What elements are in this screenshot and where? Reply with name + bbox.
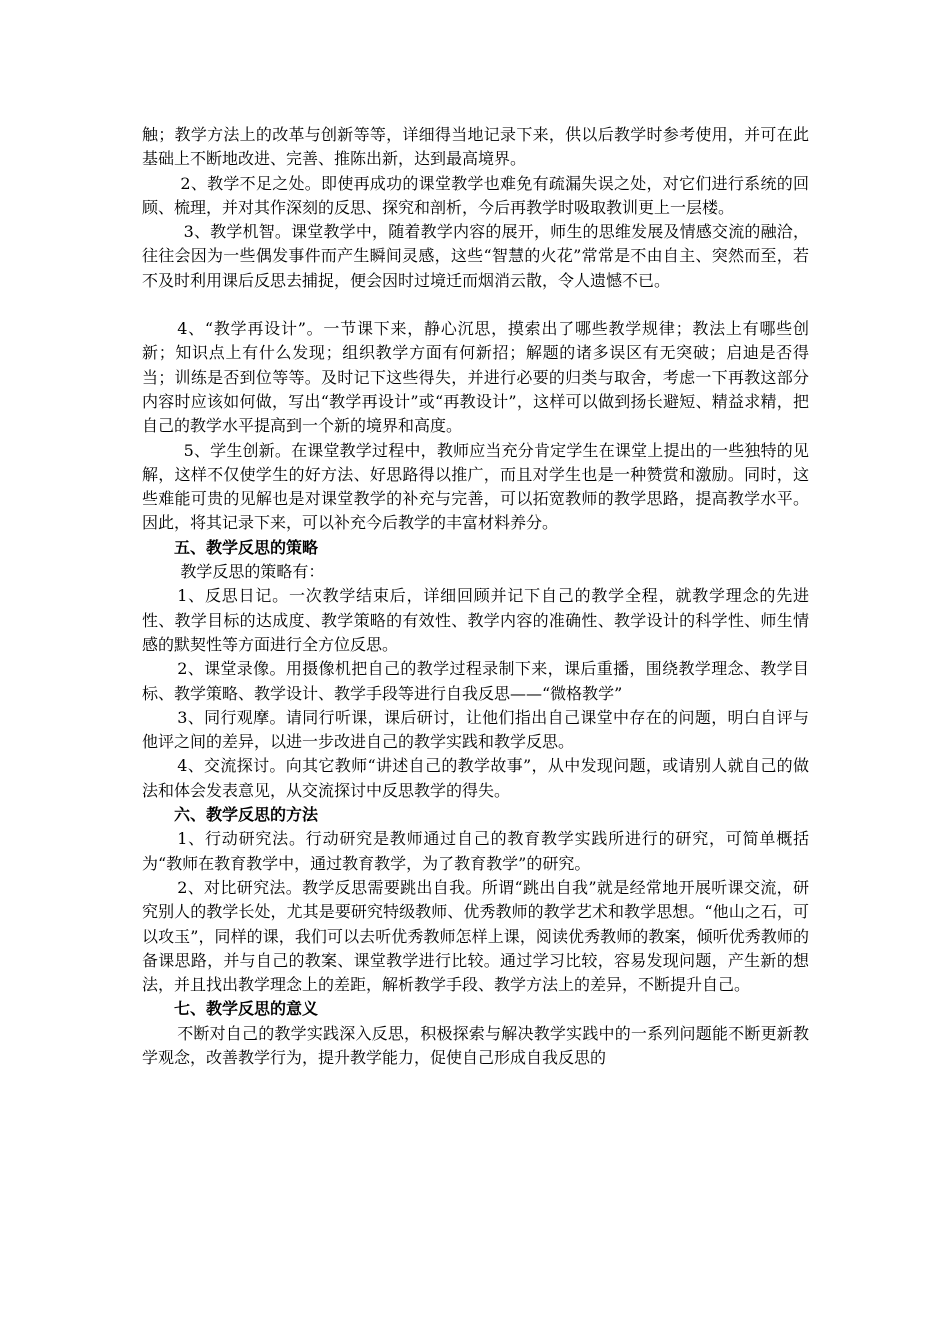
- paragraph-teaching-wit: 3、教学机智。课堂教学中，随着教学内容的展开，师生的思维发展及情感交流的融洽，往往会因为一些偶发事件而产生瞬间灵感，这些“智慧的火花”常常是不由自主、突然而至，若不及时利用课后反思去捕捉，便会因时过境迁而烟消云散，令人遗憾不已。: [142, 222, 809, 290]
- paragraph-significance: 不断对自己的教学实践深入反思，积极探索与解决教学实践中的一系列问题能不断更新教学观念，改善教学行为，提升教学能力，促使自己形成自我反思的: [142, 1023, 809, 1067]
- section-heading-methods: 六、教学反思的方法: [174, 805, 319, 825]
- paragraph-teaching-shortcomings: 2、教学不足之处。即使再成功的课堂教学也难免有疏漏失误之处，对它们进行系统的回顾、梳理，并对其作深刻的反思、探究和剖析，今后再教学时吸取教训更上一层楼。: [142, 173, 809, 217]
- paragraph-peer-observation: 3、同行观摩。请同行听课，课后研讨，让他们指出自己课堂中存在的问题，明白自评与他评之间的差异，以进一步改进自己的教学实践和教学反思。: [142, 707, 809, 752]
- section-heading-strategies: 五、教学反思的策略: [174, 537, 319, 557]
- paragraph-redesign: 4、“教学再设计”。一节课下来，静心沉思，摸索出了哪些教学规律；教法上有哪些创新；知识点上有什么发现；组织教学方面有何新招；解题的诸多误区有无突破；启迪是否得当；训练是否到位等等。及时记下这些得失，并进行必要的归类与取舍，考虑一下再教这部分内容时应该如何做，写出“教学再设计”或“再教设计”，这样可以做到扬长避短、精益求精，把自己的教学水平提高到一个新的境界和高度。: [142, 319, 809, 436]
- paragraph-reflection-diary: 1、反思日记。一次教学结束后，详细回顾并记下自己的教学全程，就教学理念的先进性、教学目标的达成度、教学策略的有效性、教学内容的准确性、教学设计的科学性、师生情感的默契性等方面进行全方位反思。: [142, 586, 809, 654]
- document-page: [142, 123, 809, 1070]
- paragraph-strategies-intro: 教学反思的策略有：: [180, 562, 325, 582]
- paragraph-comparative-research: 2、对比研究法。教学反思需要跳出自我。所谓“跳出自我”就是经常地开展听课交流，研究别人的教学长处，尤其是要研究特级教师、优秀教师的教学艺术和教学思想。“他山之石，可以攻玉”，同样的课，我们可以去听优秀教师怎样上课，阅读优秀教师的教案，倾听优秀教师的备课思路，并与自己的教案、课堂教学进行比较。通过学习比较，容易发现问题，产生新的想法，并且找出教学理念上的差距，解析教学手段、教学方法上的差异，不断提升自己。: [142, 877, 809, 995]
- blank-line: [142, 293, 809, 317]
- section-heading-significance: 七、教学反思的意义: [174, 999, 319, 1019]
- paragraph-action-research: 1、行动研究法。行动研究是教师通过自己的教育教学实践所进行的研究，可简单概括为“教师在教育教学中，通过教育教学，为了教育教学”的研究。: [142, 829, 809, 873]
- paragraph-continuation: 触；教学方法上的改革与创新等等，详细得当地记录下来，供以后教学时参考使用，并可在此基础上不断地改进、完善、推陈出新，达到最高境界。: [142, 125, 809, 169]
- paragraph-exchange-discussion: 4、交流探讨。向其它教师“讲述自己的教学故事”，从中发现问题，或请别人就自己的做法和体会发表意见，从交流探讨中反思教学的得失。: [142, 756, 809, 800]
- paragraph-classroom-video: 2、课堂录像。用摄像机把自己的教学过程录制下来，课后重播，围绕教学理念、教学目标、教学策略、教学设计、教学手段等进行自我反思——“微格教学”: [142, 659, 809, 703]
- paragraph-student-innovation: 5、学生创新。在课堂教学过程中，教师应当充分肯定学生在课堂上提出的一些独特的见解，这样不仅使学生的好方法、好思路得以推广，而且对学生也是一种赞赏和激励。同时，这些难能可贵的见解也是对课堂教学的补充与完善，可以拓宽教师的教学思路，提高教学水平。因此，将其记录下来，可以补充今后教学的丰富材料养分。: [142, 440, 809, 533]
